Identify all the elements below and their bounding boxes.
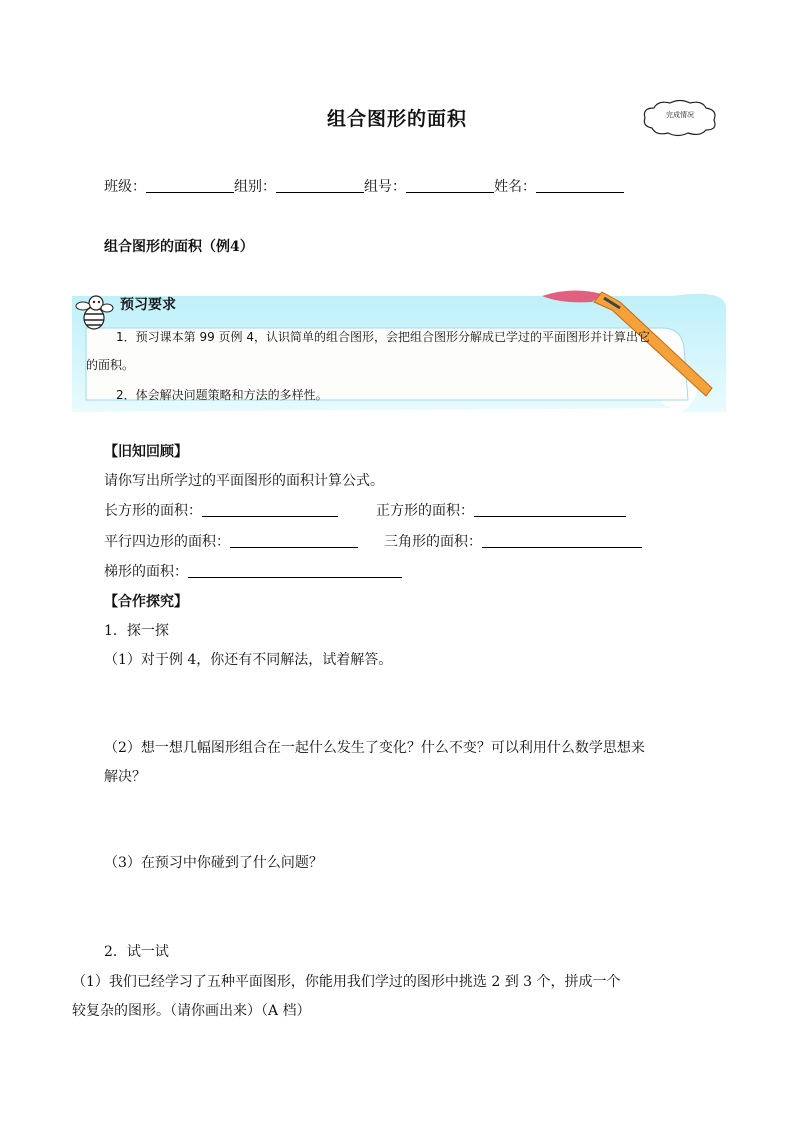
rect-area-field[interactable] (202, 502, 338, 517)
trapezoid-area-line (104, 561, 402, 581)
group-label: 组别： (234, 179, 276, 195)
question-2b: 解决？ (104, 769, 146, 785)
explore-part-2: 2．试一试 (104, 944, 169, 960)
status-cloud-label: 完成情况 (666, 111, 694, 119)
question-2a: （2）想一想几幅图形组合在一起什么发生了变化？什么不变？可以利用什么数学思想来 (104, 740, 645, 756)
question-3: （3）在预习中你碰到了什么问题？ (104, 855, 323, 871)
preview-title: 预习要求 (120, 297, 176, 313)
preview-item-1a: 1．预习课本第 99 页例 4，认识简单的组合图形，会把组合图形分解成已学过的平面图形并计算出它 (116, 330, 650, 344)
review-heading: 【旧知回顾】 (104, 444, 188, 460)
preview-item-2: 2．体会解决问题策略和方法的多样性。 (116, 388, 328, 402)
group-no-label: 组号： (364, 179, 406, 195)
question-1: （1）对于例 4，你还有不同解法，试着解答。 (104, 652, 393, 668)
triangle-area-label: 三角形的面积： (384, 534, 482, 550)
explore-heading: 【合作探究】 (104, 594, 188, 610)
review-intro: 请你写出所学过的平面图形的面积计算公式。 (104, 473, 384, 489)
triangle-area-line (384, 531, 642, 551)
bee-icon (74, 292, 116, 334)
name-label: 姓名： (494, 179, 536, 195)
trapezoid-area-field[interactable] (188, 563, 402, 578)
student-info-line (104, 176, 624, 196)
name-field[interactable] (536, 178, 624, 193)
class-label: 班级： (104, 179, 146, 195)
para-area-field[interactable] (230, 533, 358, 548)
page-title: 组合图形的面积 (326, 108, 467, 130)
rect-area-label: 长方形的面积： (104, 503, 202, 519)
para-area-label: 平行四边形的面积： (104, 534, 230, 550)
triangle-area-field[interactable] (482, 533, 642, 548)
preview-item-1b: 的面积。 (86, 358, 135, 372)
trapezoid-area-label: 梯形的面积： (104, 564, 188, 580)
group-no-field[interactable] (406, 178, 494, 193)
rect-area-line (104, 500, 338, 520)
square-area-line (376, 500, 626, 520)
para-area-line (104, 531, 358, 551)
class-field[interactable] (146, 178, 234, 193)
square-area-label: 正方形的面积： (376, 503, 474, 519)
group-field[interactable] (276, 178, 364, 193)
explore-part-1: 1．探一探 (104, 623, 169, 639)
status-cloud (640, 98, 720, 138)
square-area-field[interactable] (474, 502, 626, 517)
question-4b: 较复杂的图形。（请你画出来）（A 档） (72, 1003, 311, 1019)
question-4a: （1）我们已经学习了五种平面图形，你能用我们学过的图形中挑选 2 到 3 个，拼成一个 (72, 974, 621, 990)
section-subheading: 组合图形的面积（例4） (104, 239, 254, 255)
